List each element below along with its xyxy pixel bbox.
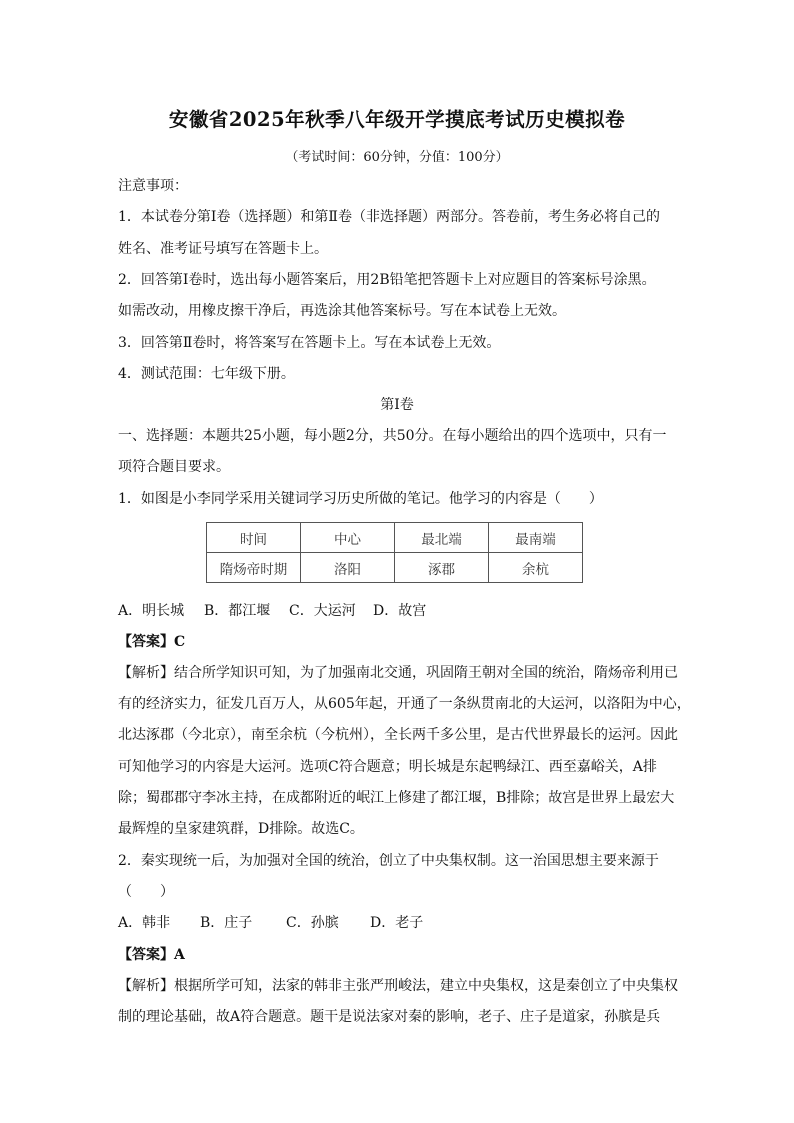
table-cell: 隋炀帝时期 bbox=[207, 553, 301, 583]
table-header-row bbox=[207, 523, 583, 553]
notice-line: 3．回答第Ⅱ卷时，将答案写在答题卡上。写在本试卷上无效。 bbox=[118, 335, 501, 351]
notice-line: 2．回答第Ⅰ卷时，选出每小题答案后，用2B铅笔把答题卡上对应题目的答案标号涂黑。 bbox=[118, 272, 656, 288]
question-1-analysis-line: 【解析】结合所学知识可知，为了加强南北交通，巩固隋王朝对全国的统治，隋炀帝利用已 bbox=[118, 665, 678, 681]
option-a: A．韩非 bbox=[118, 915, 171, 931]
option-c: C．孙膑 bbox=[286, 915, 339, 931]
table-cell: 余杭 bbox=[489, 553, 583, 583]
question-1-table bbox=[206, 522, 583, 583]
question-2-stem: （ ） bbox=[118, 884, 174, 900]
section-intro-line: 一、选择题：本题共25小题，每小题2分，共50分。在每小题给出的四个选项中，只有一 bbox=[118, 428, 667, 444]
notice-line: 如需改动，用橡皮擦干净后，再选涂其他答案标号。写在本试卷上无效。 bbox=[118, 303, 566, 319]
notice-line: 1．本试卷分第Ⅰ卷（选择题）和第Ⅱ卷（非选择题）两部分。答卷前，考生务必将自己的 bbox=[118, 209, 660, 225]
table-header-cell: 最南端 bbox=[489, 523, 583, 553]
question-2-analysis-line: 制的理论基础，故A符合题意。题干是说法家对秦的影响，老子、庄子是道家，孙膑是兵 bbox=[118, 1009, 661, 1025]
option-c: C．大运河 bbox=[289, 603, 356, 619]
question-2-answer: 【答案】A bbox=[118, 947, 185, 963]
notice-line: 4．测试范围：七年级下册。 bbox=[118, 366, 295, 382]
option-d: D．故宫 bbox=[373, 603, 427, 619]
question-2-options bbox=[118, 914, 676, 932]
table-header-cell: 最北端 bbox=[395, 523, 489, 553]
option-a: A．明长城 bbox=[118, 603, 185, 619]
question-1-options bbox=[118, 602, 676, 620]
table-header-cell: 中心 bbox=[301, 523, 395, 553]
notice-heading: 注意事项： bbox=[118, 178, 188, 194]
table-cell: 洛阳 bbox=[301, 553, 395, 583]
question-1-analysis-line: 最辉煌的皇家建筑群，D排除。故选C。 bbox=[118, 821, 364, 837]
question-1-analysis-line: 北达涿郡（今北京），南至余杭（今杭州），全长两千多公里，是古代世界最长的运河。因此 bbox=[118, 727, 678, 743]
table-row bbox=[207, 553, 583, 583]
section-title: 第Ⅰ卷 bbox=[380, 397, 414, 413]
option-d: D．老子 bbox=[370, 915, 424, 931]
table-cell: 涿郡 bbox=[395, 553, 489, 583]
table-header-cell: 时间 bbox=[207, 523, 301, 553]
option-b: B．庄子 bbox=[200, 915, 253, 931]
question-1-analysis-line: 可知他学习的内容是大运河。选项C符合题意；明长城是东起鸭绿江、西至嘉峪关，A排 bbox=[118, 759, 657, 775]
option-b: B．都江堰 bbox=[204, 603, 271, 619]
question-1-analysis-line: 有的经济实力，征发几百万人，从605年起，开通了一条纵贯南北的大运河，以洛阳为中心， bbox=[118, 696, 691, 712]
question-1-stem: 1．如图是小李同学采用关键词学习历史所做的笔记。他学习的内容是（ ） bbox=[118, 491, 603, 507]
page-title: 安徽省2025年秋季八年级开学摸底考试历史模拟卷 bbox=[168, 108, 626, 131]
question-1-analysis-line: 除；蜀郡郡守李冰主持，在成都附近的岷江上修建了都江堰，B排除；故宫是世界上最宏大 bbox=[118, 790, 675, 806]
exam-subtitle: （考试时间：60分钟，分值：100分） bbox=[285, 150, 509, 165]
question-2-analysis-line: 【解析】根据所学可知，法家的韩非主张严刑峻法，建立中央集权，这是秦创立了中央集权 bbox=[118, 978, 678, 994]
question-2-stem: 2．秦实现统一后，为加强对全国的统治，创立了中央集权制。这一治国思想主要来源于 bbox=[118, 853, 659, 869]
section-intro-line: 项符合题目要求。 bbox=[118, 459, 230, 475]
question-1-answer: 【答案】C bbox=[118, 634, 186, 650]
notice-line: 姓名、准考证号填写在答题卡上。 bbox=[118, 241, 328, 257]
